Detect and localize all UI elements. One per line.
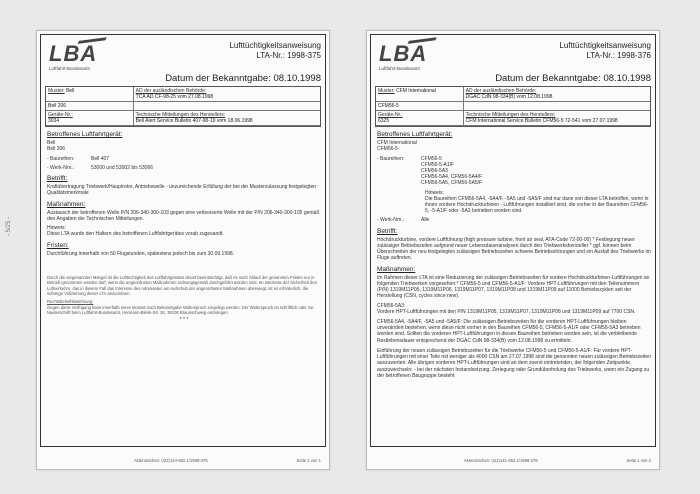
- info-value: CFM International Service Bulletin CFM56-5 72-541 vom 27.07.1998: [465, 118, 618, 124]
- body-text: CFM56-5A4, -5A4/F, -5A5 und -5A5/F: Die zulässigen Betriebszeiten für die vorderen HPT-Luftführungen bleiben unverändert bestehen, wenn diese nicht vorher in den Baureihen CFM56-5, CFM56-5-A1/F oder CFM56-5A3 betrieben worden sind. Sollten die vorderen HPT-Luftführungen in diesen Baureihen betrieben worden sein, ist die verbleibende Restlebensdauer entsprechend der DGAC CdN 98-334(B) vom 12.08.1998 zu ermitteln.: [377, 319, 641, 344]
- info-label: Geräte-Nr.:: [48, 112, 73, 118]
- logo-mark: LBA: [49, 41, 98, 66]
- document-page-1: [36, 30, 330, 470]
- list-item: CFM56-5A4, CFM56-5A4/F: [421, 174, 483, 181]
- page-footer: [375, 458, 651, 463]
- lta-number: LTA-Nr.: 1998-375: [256, 51, 321, 60]
- margin-note: - 5/25 -: [6, 216, 12, 236]
- footer-file-ref: Aktenzeichen: (I22)141-652.1/1998-376: [463, 458, 538, 463]
- body-text: Einführung der neuen zulässigen Betriebszeiten für die Triebwerke CFM56-5 und CFM56-5-A1/F: Für vordere HPT-Luftführungen mit einer Teile mit weniger als 4000 CSN am 27.07.1998 sind die genannten neuen zulässigen Betriebszeiten auszuwerten. Alle übrigen vorderen HPT-Luftführungen sind an dem zuerst eintretenden, der folgenden Zeitpunkte, auszuwechseln: - bei der nächsten Instandsetzung, Zerlegung oder Grundüberholung des Triebwerks, wenn ein Zugang zu der betroffenen Baugruppe besteht: [377, 347, 651, 379]
- info-value: 6325: [378, 118, 390, 124]
- publication-date: Datum der Bekanntgabe: 08.10.1998: [165, 73, 321, 84]
- info-value: CFM International: [396, 88, 436, 94]
- info-label: AD der ausländischen Behörde:: [135, 88, 207, 94]
- info-label: AD der ausländischen Behörde:: [465, 88, 537, 94]
- section-heading: Betroffenes Luftfahrtgerät:: [47, 131, 123, 138]
- document-body: [377, 127, 651, 379]
- info-label: Technische Mitteilungen des Herstellers:: [135, 112, 226, 118]
- field-value: Bell 407: [91, 155, 110, 162]
- info-value: Bell Alert Service Bulletin 407-98-19 vom 18.06.1998: [135, 118, 253, 124]
- field-key: - Baureihen:: [47, 155, 75, 162]
- document-title: [559, 41, 651, 61]
- lba-logo: [379, 43, 443, 73]
- document-page-2: [366, 30, 660, 470]
- legal-text: Durch die vorgenannten Mängel ist die Lufttüchtigkeit des Luftfahrtgerätes derart beeinträchtigt, daß es nach Ablauf der genannten Fristen nur in Betrieb genommen werden darf, wenn die angeordneten Maßnahmen ordnungsgemäß durchgeführt worden sind. Im Interesse der Sicherheit des Luftverkehrs, das in diesem Fall das Interesse des Adressaten am Aufschub der angeordneten Maßnahmen überwiegt, ist es erforderlich, die sofortige Vollziehung dieser LTA anzuordnen.: [47, 275, 317, 296]
- publication-date: Datum der Bekanntgabe: 08.10.1998: [495, 73, 651, 84]
- lta-number: LTA-Nr.: 1998-376: [586, 51, 651, 60]
- list-item: CFM56-5A5, CFM56-5A5/F: [421, 180, 483, 187]
- info-label: Muster:: [378, 88, 395, 94]
- body-text: Durchführung innerhalb von 50 Flugstunden, spätestens jedoch bis zum 30.09.1998.: [47, 250, 235, 257]
- list-item: CFM56-5: [421, 155, 442, 162]
- body-text: Bell: [47, 140, 56, 147]
- field-key: - Werk-Nrn.:: [47, 164, 75, 171]
- legal-text: Gegen diese Verfügung kann innerhalb eines Monats nach Bekanntgabe Widerspruch eingelegt werden. Der Widerspruch ist schriftlich oder zur Niederschrift beim Luftfahrt-Bundesamt, Hermann-Blenk-Str. 26, 38108 Braunschweig einzulegen.: [47, 304, 314, 315]
- info-value: 3034: [48, 118, 60, 124]
- info-table: [375, 86, 651, 127]
- footer-file-ref: Aktenzeichen: (I22)144-652.1/1998-375: [133, 458, 208, 463]
- info-label: Technische Mitteilungen des Herstellers:: [465, 112, 556, 118]
- end-marker: * * *: [179, 317, 189, 324]
- body-text: Vordere HPT-Luftführungen mit den P/N 1319M11P05, 1319M11P07, 1319M11P08 und 1319M11P09 auf 7700 CSN.: [377, 308, 636, 315]
- field-value: 53000 und 53002 bis 53066: [91, 164, 154, 171]
- section-heading: Betrifft:: [377, 227, 398, 235]
- body-text: Diese LTA wurde den Haltern des betroffenen Luftfahrtgerätes vorab zugesandt.: [47, 231, 224, 238]
- page-footer: [45, 458, 321, 463]
- logo-mark: LBA: [379, 41, 428, 66]
- body-text: Die Baureihen CFM56-5A4, -5A4/F, -5A5 und -5A5/F sind nur dann von dieser LTA betroffen, wenn in ihnen vordere Hochdruckturbinen - Luftführungen installiert sind, die vorher in der Baureihen CFM56-5, -5-A1/F oder -5A3 betrieben worden sind.: [425, 195, 649, 215]
- body-text: Hochdruckturbine, vordere Luftführung (high pressure turbine, front air seal, ATA-Code 72-00-00) * Festlegung neuer zulässiger Betriebszeiten aufgrund neuer Lebensdaueranalysen durch den Triebwerkshersteller * ggf. können beim Überschreiten der neu festgelegten zulässigen Betriebszeiten schwere Betriebsstörungen und ein Ausfall des Triebwerks im Fluge auftreten.: [377, 236, 651, 262]
- series-list: [421, 156, 482, 187]
- body-text: Hinweis:: [425, 189, 444, 196]
- info-value: Bell: [66, 88, 75, 94]
- info-value: TCA AD CF-98-25 vom 27.08.1998: [135, 94, 214, 100]
- info-value: Bell 206: [48, 103, 67, 109]
- body-text: Hinweis:: [47, 225, 66, 232]
- field-value: Alle: [421, 217, 430, 224]
- footer-page-number: Seite 1 von 1: [296, 458, 321, 463]
- body-text: CFM International: [377, 140, 417, 147]
- info-table: [45, 86, 321, 127]
- logo-subtitle: Luftfahrt-Bundesamt: [49, 66, 90, 71]
- body-text: CFM56-5: [377, 146, 398, 153]
- body-text: Bell 206: [47, 146, 66, 153]
- section-heading: Betrifft:: [47, 175, 68, 183]
- lba-logo: [49, 43, 113, 73]
- section-heading: Maßnahmen:: [47, 200, 86, 208]
- info-value: DGAC CdN 98-334(B) vom 12.08.1998: [465, 94, 553, 100]
- legal-heading: Rechtsbehelfsbelehrung:: [47, 299, 94, 305]
- list-item: CFM56-5A3: [421, 168, 448, 175]
- logo-subtitle: Luftfahrt-Bundesamt: [379, 66, 420, 71]
- info-label: Geräte-Nr.:: [378, 112, 403, 118]
- document-title: [229, 41, 321, 61]
- body-text: Kraftübertragung Triebwerk/Hauptrotor, Antriebswelle - unzureichende Erfüllung der bei der Musterzulassung festgelegten Qualitätsmerkmale: [47, 184, 317, 197]
- heading: Lufttüchtigkeitsanweisung: [229, 41, 321, 50]
- body-text: Austausch der betroffenen Welle P/N 206-340-300-103 gegen eine verbesserte Welle mit der P/N 206-340-300-105 gemäß den Angaben der Technischen Mitteilungen.: [47, 209, 320, 223]
- heading: Lufttüchtigkeitsanweisung: [559, 41, 651, 50]
- section-heading: Maßnahmen:: [377, 265, 416, 273]
- info-label: Muster:: [48, 88, 65, 94]
- body-text: Im Rahmen dieser LTA ist eine Reduzierung der zulässigen Betriebszeiten für vordere Hochdruckturbinen-Luftführungen an folgenden Triebwerken vorgesehen:* CFM56-5 und CFM56-5-A1/F: Vordere HPT-Luftführungen mit den Teilenummern (P/N) 1319M11P05, 1319M11P06, 1319M11P07, 1319M11P08 und 1319M11P09 auf 11000 Betriebszyklen seit der Herstellung (CSN, cycles since new).: [377, 274, 650, 300]
- info-value: CFM56-5: [378, 103, 399, 109]
- field-key: - Baureihen:: [377, 155, 405, 162]
- footer-page-number: Seite 1 von 2: [626, 458, 651, 463]
- body-text: CFM56-5A3:: [377, 302, 406, 309]
- field-key: - Werk-Nrn.:: [377, 217, 405, 224]
- section-heading: Fristen:: [47, 241, 69, 249]
- document-body: [47, 127, 321, 323]
- list-item: CFM56-5-A1/F: [421, 161, 455, 168]
- section-heading: Betroffenes Luftfahrtgerät:: [377, 131, 453, 138]
